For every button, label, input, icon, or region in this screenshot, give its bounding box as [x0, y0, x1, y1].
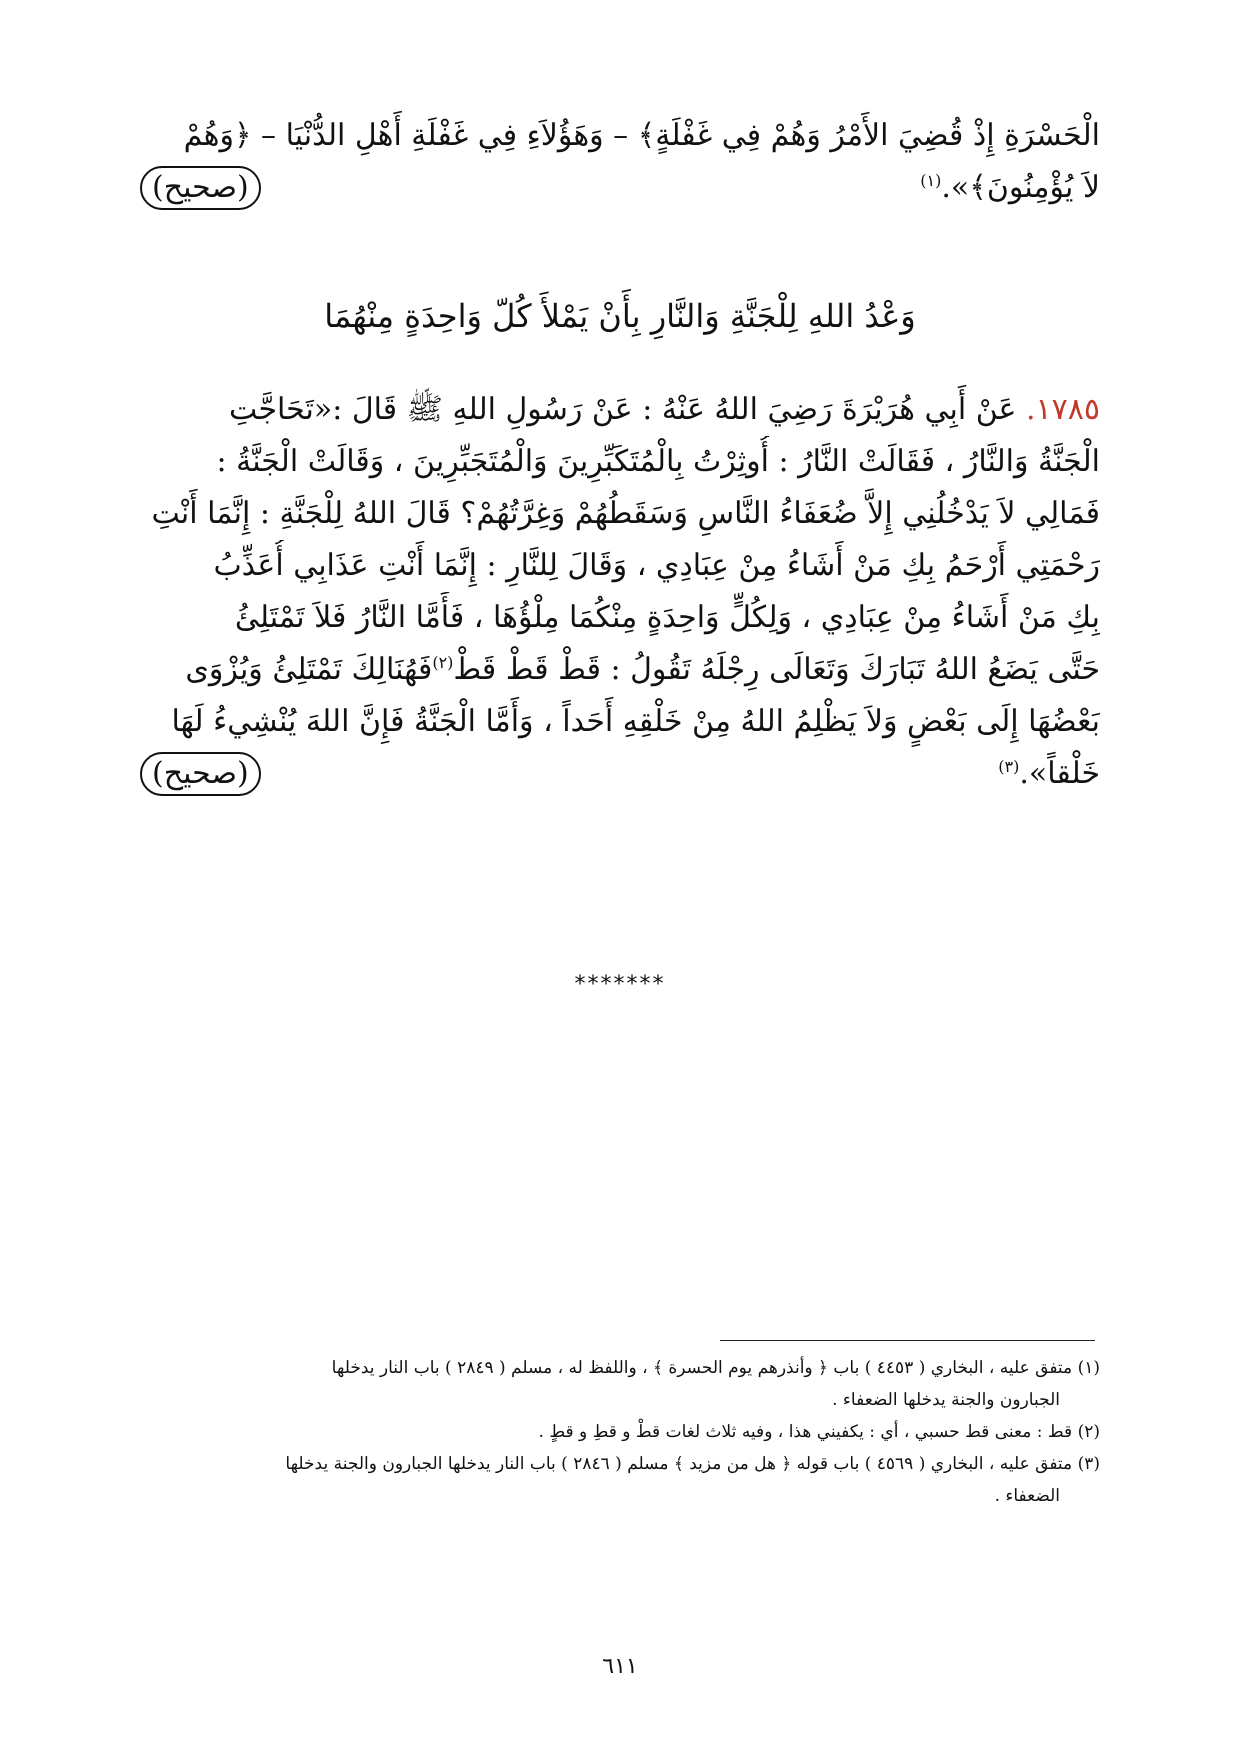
footnote-2 — [140, 1416, 1100, 1448]
hadith-number: ١٧٨٥. — [1026, 392, 1100, 427]
footnote-number: (٣) — [1077, 1454, 1100, 1474]
text-segment: خَلْقاً». — [1019, 756, 1100, 791]
footnote-ref[interactable]: (٣) — [998, 757, 1020, 776]
text-line — [140, 748, 1100, 800]
footnote-text-continued: الضعفاء . — [994, 1486, 1060, 1506]
text-line — [140, 644, 1100, 696]
text-line — [140, 162, 1100, 214]
text-segment: لاَ يُؤْمِنُونَ﴾». — [941, 170, 1100, 205]
footnote-1 — [140, 1352, 1100, 1416]
footnote-number: (٢) — [1077, 1422, 1100, 1442]
footnote-text: قط : معنى قط حسبي ، أي : يكفيني هذا ، وفيه ثلاث لغات قطْ و قطِ و قطٍ . — [538, 1422, 1073, 1442]
page-number: ٦١١ — [602, 1654, 638, 1679]
text-line: فَمَالِي لاَ يَدْخُلُنِي إِلاَّ ضُعَفَاءُ النَّاسِ وَسَقَطُهُمْ وَغِرَّتُهُمْ؟ قَالَ اللهُ لِلْجَنَّةِ : إِنَّمَا أَنْتِ — [151, 496, 1100, 531]
footnote-text: متفق عليه ، البخاري ( ٤٥٦٩ ) باب قوله ﴿ هل من مزيد ﴾ مسلم ( ٢٨٤٦ ) باب النار يدخلها الجبارون والجنة يدخلها — [285, 1454, 1073, 1474]
hadith-paragraph — [140, 384, 1100, 800]
footnote-text-continued: الجبارون والجنة يدخلها الضعفاء . — [832, 1390, 1060, 1410]
text-line — [140, 384, 1100, 436]
text-line: بِكِ مَنْ أَشَاءُ مِنْ عِبَادِي ، وَلِكُلٍّ وَاحِدَةٍ مِنْكُمَا مِلْؤُهَا ، فَأَمَّا النَّارُ فَلاَ تَمْتَلِئُ — [234, 600, 1100, 635]
footnote-number: (١) — [1077, 1358, 1100, 1378]
grade-badge: (صحيح) — [140, 752, 261, 796]
text-line: الْحَسْرَةِ إِذْ قُضِيَ الأَمْرُ وَهُمْ فِي غَفْلَةٍ﴾ – وَهَؤُلاَءِ فِي غَفْلَةِ أَهْلِ الدُّنْيَا – ﴿وَهُمْ — [183, 118, 1100, 153]
text-segment: عَنْ أَبِي هُرَيْرَةَ رَضِيَ اللهُ عَنْهُ : عَنْ رَسُولِ اللهِ ﷺ قَالَ :«تَحَاجَّتِ — [229, 392, 1017, 427]
text-line: بَعْضُهَا إِلَى بَعْضٍ وَلاَ يَظْلِمُ اللهُ مِنْ خَلْقِهِ أَحَداً ، وَأَمَّا الْجَنَّةُ فَإِنَّ اللهَ يُنْشِيءُ لَهَا — [171, 704, 1100, 739]
text-segment: حَتَّى يَضَعُ اللهُ تَبَارَكَ وَتَعَالَى رِجْلَهُ تَقُولُ : قَطْ قَطْ قَطْ — [453, 652, 1100, 687]
footnote-divider — [720, 1340, 1095, 1341]
footnote-ref[interactable]: (٢) — [432, 653, 454, 672]
section-separator: ******* — [574, 972, 666, 997]
footnotes — [140, 1352, 1100, 1512]
footnote-text: متفق عليه ، البخاري ( ٤٤٥٣ ) باب ﴿ وأنذرهم يوم الحسرة ﴾ ، واللفظ له ، مسلم ( ٢٨٤٩ ) باب النار يدخلها — [331, 1358, 1073, 1378]
text-segment: فَهُنَالِكَ تَمْتَلِئُ وَيُزْوَى — [185, 652, 433, 687]
grade-badge: (صحيح) — [140, 166, 261, 210]
text-line: الْجَنَّةُ وَالنَّارُ ، فَقَالَتْ النَّارُ : أُوثِرْتُ بِالْمُتَكَبِّرِينَ وَالْمُتَجَبِّرِينَ ، وَقَالَتْ الْجَنَّةُ : — [216, 444, 1100, 479]
footnote-ref[interactable]: (١) — [920, 171, 942, 190]
continuation-paragraph — [140, 110, 1100, 214]
text-line: رَحْمَتِي أَرْحَمُ بِكِ مَنْ أَشَاءُ مِنْ عِبَادِي ، وَقَالَ لِلنَّارِ : إِنَّمَا أَنْتِ عَذَابِي أُعَذِّبُ — [213, 548, 1100, 583]
section-heading: وَعْدُ اللهِ لِلْجَنَّةِ وَالنَّارِ بِأَنْ يَمْلأَ كُلّ وَاحِدَةٍ مِنْهُمَا — [324, 297, 916, 335]
footnote-3 — [140, 1448, 1100, 1512]
